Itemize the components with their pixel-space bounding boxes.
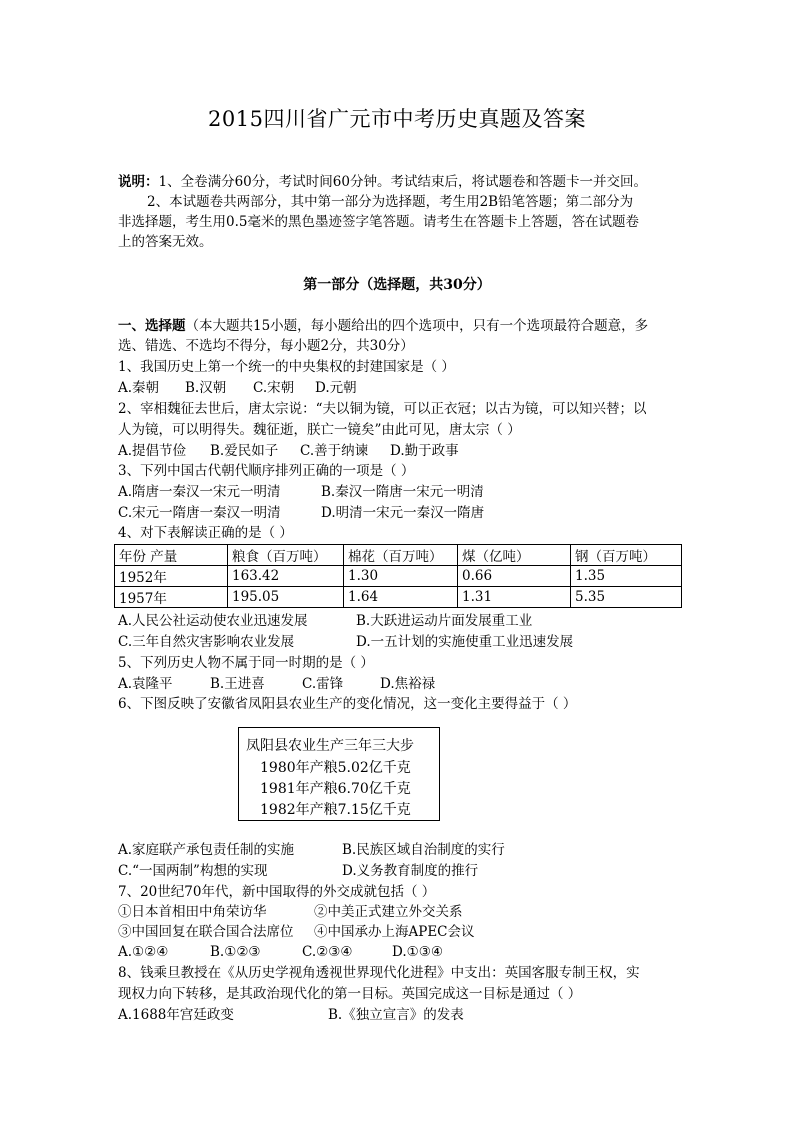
section-title: 第一部分（选择题，共30分）: [303, 277, 491, 293]
table-row: [115, 587, 682, 608]
q4-option-b: B.大跃进运动片面发展重工业: [356, 613, 533, 629]
table-header-cell: 年份 产量: [115, 545, 228, 566]
q3-option-a: A.隋唐一秦汉一宋元一明清: [118, 484, 281, 500]
part1-intro-text: （本大题共15小题，每小题给出的四个选项中，只有一个选项最符合题意，多: [185, 318, 649, 334]
q8-stem-line-2: 现权力向下转移，是其政治现代化的第一目标。英国完成这一目标是通过（ ）: [118, 986, 582, 1002]
q6-options-row-2: [118, 861, 683, 881]
box-line: 1982年产粮7.15亿千克: [260, 802, 411, 818]
notes-line-1: [118, 172, 683, 192]
notes-line-3: 非选择题，考生用0.5毫米的黑色墨迹签字笔答题。请考生在答题卡上答题，答在试题卷: [118, 214, 639, 230]
q3-options-row-2: [118, 503, 683, 523]
q5-option-a: A.袁隆平: [118, 676, 173, 692]
q6-stem: 6、下图反映了安徽省凤阳县农业生产的变化情况，这一变化主要得益于（ ）: [118, 696, 577, 712]
table-header-cell: 煤（亿吨）: [458, 545, 571, 566]
q6-option-d: D.义务教育制度的推行: [342, 863, 479, 879]
q4-option-c: C.三年自然灾害影响农业发展: [118, 634, 295, 650]
fengyang-data-box: [238, 727, 440, 821]
q8-option-b: B.《独立宣言》的发表: [328, 1007, 464, 1023]
box-title: 凤阳县农业生产三年三大步: [246, 738, 414, 754]
q7-items-row-2: [118, 922, 683, 942]
production-table: [114, 544, 682, 608]
table-cell: 1.31: [458, 587, 571, 608]
notes-line-2: 2、本试题卷共两部分，其中第一部分为选择题，考生用2B铅笔答题；第二部分为: [147, 194, 634, 210]
table-header-cell: 棉花（百万吨）: [344, 545, 458, 566]
q2-option-c: C.善于纳谏: [300, 443, 369, 459]
q3-stem: 3、下列中国古代朝代顺序排列正确的一项是（ ）: [118, 463, 415, 479]
q6-option-b: B.民族区域自治制度的实行: [342, 842, 505, 858]
q7-item-2: ②中美正式建立外交关系: [314, 904, 463, 920]
q7-option-b: B.①②③: [210, 944, 261, 960]
q6-option-a: A.家庭联产承包责任制的实施: [118, 842, 295, 858]
q3-option-b: B.秦汉一隋唐一宋元一明清: [321, 484, 484, 500]
q6-options-row-1: [118, 840, 683, 860]
q5-option-c: C.雷锋: [302, 676, 344, 692]
table-cell: 1.30: [344, 566, 458, 587]
q2-option-a: A.提倡节俭: [118, 443, 187, 459]
q2-stem-line-2: 人为镜，可以明得失。魏征逝，朕亡一镜矣”由此可见，唐太宗（ ）: [118, 422, 521, 438]
q5-option-d: D.焦裕禄: [380, 676, 436, 692]
table-row: [115, 566, 682, 587]
q1-option-d: D.元朝: [315, 380, 357, 396]
table-cell: 1957年: [115, 587, 228, 608]
table-cell: 1952年: [115, 566, 228, 587]
q7-item-4: ④中国承办上海APEC会议: [314, 924, 475, 940]
q1-stem: 1、我国历史上第一个统一的中央集权的封建国家是（ ）: [118, 359, 455, 375]
q4-stem: 4、对下表解读正确的是（ ）: [118, 525, 293, 541]
q2-options: [118, 441, 683, 461]
q8-stem-line-1: 8、钱乘旦教授在《从历史学视角透视世界现代化进程》中支出：英国客服专制王权，实: [118, 965, 640, 981]
table-header-cell: 粮食（百万吨）: [228, 545, 344, 566]
table-cell: 5.35: [571, 587, 682, 608]
notes-text-1: 1、全卷满分60分，考试时间60分钟。考试结束后，将试题卷和答题卡一并交回。: [158, 174, 647, 190]
q8-option-a: A.1688年宫廷政变: [118, 1007, 234, 1023]
q4-options-row-2: [118, 632, 683, 652]
q1-option-c: C.宋朝: [253, 380, 295, 396]
q3-option-d: D.明清一宋元一秦汉一隋唐: [321, 505, 485, 521]
notes-line-4: 上的答案无效。: [118, 234, 213, 250]
q2-option-d: D.勤于政事: [390, 443, 459, 459]
q2-stem-line-1: 2、宰相魏征去世后，唐太宗说：“夫以铜为镜，可以正衣冠；以古为镜，可以知兴替；以: [118, 401, 647, 417]
q7-item-3: ③中国回复在联合国合法席位: [118, 924, 294, 940]
q4-option-a: A.人民公社运动使农业迅速发展: [118, 613, 308, 629]
table-header-cell: 钢（百万吨）: [571, 545, 682, 566]
table-cell: 163.42: [228, 566, 344, 587]
table-cell: 195.05: [228, 587, 344, 608]
q1-option-a: A.秦朝: [118, 380, 160, 396]
q7-option-a: A.①②④: [118, 944, 169, 960]
q2-option-b: B.爱民如子: [210, 443, 279, 459]
q3-options-row-1: [118, 482, 683, 502]
q5-stem: 5、下列历史人物不属于同一时期的是（ ）: [118, 655, 374, 671]
q3-option-c: C.宋元一隋唐一秦汉一明清: [118, 505, 281, 521]
page-title: 2015四川省广元市中考历史真题及答案: [208, 107, 586, 131]
table-cell: 1.35: [571, 566, 682, 587]
box-line: 1980年产粮5.02亿千克: [260, 760, 411, 776]
table-cell: 1.64: [344, 587, 458, 608]
notes-label: 说明：: [118, 174, 159, 190]
q7-option-d: D.①③④: [392, 944, 443, 960]
q7-item-1: ①日本首相田中角荣访华: [118, 904, 267, 920]
q7-items-row-1: [118, 902, 683, 922]
q1-option-b: B.汉朝: [185, 380, 227, 396]
q8-options: [118, 1005, 683, 1025]
q7-option-c: C.②③④: [302, 944, 353, 960]
q5-option-b: B.王进喜: [210, 676, 265, 692]
q1-options: [118, 378, 683, 398]
box-line: 1981年产粮6.70亿千克: [260, 781, 411, 797]
q5-options: [118, 674, 683, 694]
q7-stem: 7、20世纪70年代，新中国取得的外交成就包括（ ）: [118, 884, 436, 900]
part1-intro-line-2: 选、错选、不选均不得分，每小题2分，共30分）: [118, 338, 414, 354]
q4-option-d: D.一五计划的实施使重工业迅速发展: [356, 634, 574, 650]
q4-options-row-1: [118, 611, 683, 631]
part1-heading: 一、选择题: [118, 318, 186, 334]
q7-options: [118, 942, 683, 962]
q6-option-c: C.“一国两制”构想的实现: [118, 863, 268, 879]
table-header-row: [115, 545, 682, 566]
table-cell: 0.66: [458, 566, 571, 587]
part1-intro-line-1: [118, 316, 683, 336]
